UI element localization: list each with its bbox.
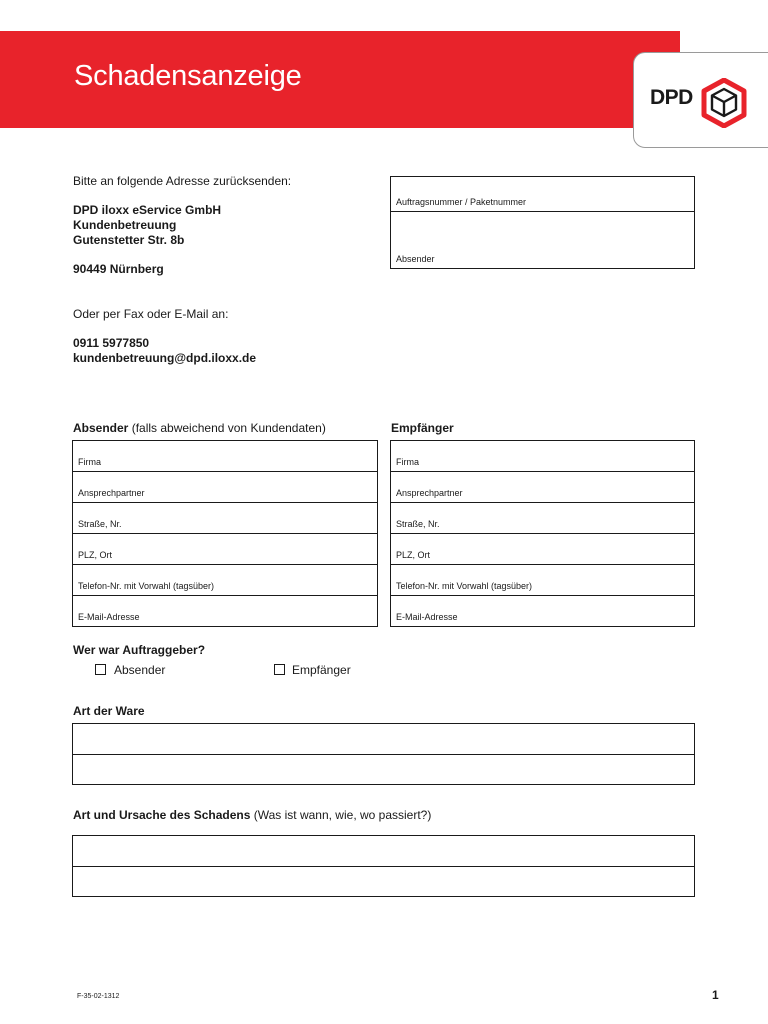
field-label: Firma [78, 457, 101, 467]
sender-form [72, 440, 378, 627]
field-label: Straße, Nr. [78, 519, 122, 529]
field-label: E-Mail-Adresse [78, 612, 140, 622]
sender-phone-field[interactable] [73, 565, 377, 596]
goods-line-1[interactable] [73, 724, 694, 755]
fax-number: 0911 5977850 [73, 336, 150, 350]
recipient-contact-field[interactable] [391, 472, 694, 503]
field-label: E-Mail-Adresse [396, 612, 458, 622]
recipient-email-field[interactable] [391, 596, 694, 626]
order-sender-label: Absender [396, 254, 435, 264]
address-street: Gutenstetter Str. 8b [73, 233, 185, 247]
contact-email: kundenbetreuung@dpd.iloxx.de [73, 351, 257, 365]
goods-form [72, 723, 695, 785]
sender-contact-field[interactable] [73, 472, 377, 503]
sender-street-field[interactable] [73, 503, 377, 534]
field-label: Telefon-Nr. mit Vorwahl (tagsüber) [396, 581, 533, 591]
field-label: PLZ, Ort [78, 550, 113, 560]
order-number-field[interactable] [391, 177, 694, 212]
field-label: PLZ, Ort [396, 550, 431, 560]
address-company: DPD iloxx eService GmbH [73, 203, 222, 217]
sender-checkbox[interactable] [95, 664, 106, 675]
sender-heading: Absender [73, 421, 129, 435]
damage-heading-line [73, 808, 431, 822]
damage-form [72, 835, 695, 897]
field-label: Ansprechpartner [396, 488, 463, 498]
address-department: Kundenbetreuung [73, 218, 177, 232]
field-label: Telefon-Nr. mit Vorwahl (tagsüber) [78, 581, 215, 591]
damage-line-2[interactable] [73, 867, 694, 896]
page-title: Schadensanzeige [74, 60, 302, 92]
dpd-logo-text: DPD [650, 86, 693, 109]
sender-heading-note: (falls abweichend von Kundendaten) [131, 421, 326, 435]
sender-heading-line [73, 421, 326, 435]
order-sender-field[interactable] [391, 212, 694, 268]
recipient-city-field[interactable] [391, 534, 694, 565]
recipient-company-field[interactable] [391, 441, 694, 472]
damage-heading: Art und Ursache des Schadens [73, 808, 251, 822]
field-label: Ansprechpartner [78, 488, 145, 498]
damage-line-1[interactable] [73, 836, 694, 867]
form-code: F-35-02-1312 [77, 993, 120, 1000]
damage-heading-note: (Was ist wann, wie, wo passiert?) [253, 808, 432, 822]
recipient-checkbox[interactable] [274, 664, 285, 675]
goods-line-2[interactable] [73, 755, 694, 784]
sender-city-field[interactable] [73, 534, 377, 565]
goods-heading: Art der Ware [73, 704, 145, 718]
order-info-box [390, 176, 695, 269]
recipient-option-label: Empfänger [292, 663, 351, 677]
sender-option-label: Absender [114, 663, 166, 677]
sender-company-field[interactable] [73, 441, 377, 472]
fax-email-intro: Oder per Fax oder E-Mail an: [73, 307, 229, 321]
sender-email-field[interactable] [73, 596, 377, 626]
client-question-heading: Wer war Auftraggeber? [73, 643, 206, 657]
order-number-label: Auftragsnummer / Paketnummer [396, 197, 527, 207]
field-label: Straße, Nr. [396, 519, 440, 529]
recipient-phone-field[interactable] [391, 565, 694, 596]
dpd-cube-icon [700, 78, 748, 128]
recipient-street-field[interactable] [391, 503, 694, 534]
page-number: 1 [712, 988, 719, 1002]
field-label: Firma [396, 457, 419, 467]
return-address-intro: Bitte an folgende Adresse zurücksenden: [73, 174, 292, 188]
recipient-form [390, 440, 695, 627]
recipient-heading: Empfänger [391, 421, 454, 435]
address-city: 90449 Nürnberg [73, 262, 164, 276]
